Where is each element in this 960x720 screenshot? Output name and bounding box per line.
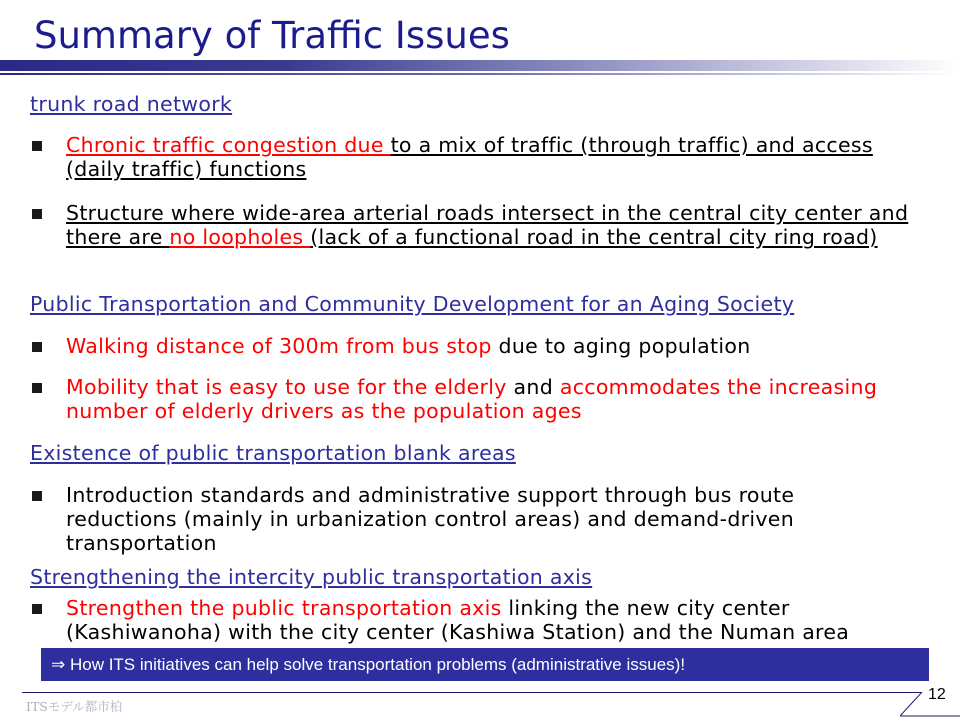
bullet-segment: to a mix of traffic (through traffic) and access (daily traffic) functions [66,133,873,181]
page-number: 12 [928,686,946,703]
bullet-segment: (lack of a functional road in the central city ring road) [310,225,878,249]
title-rule-thin [0,73,960,75]
bullet-item [30,133,938,181]
bullet-emphasis: Walking distance of 300m from bus stop [66,334,492,358]
section-heading-blank-areas: Existence of public transportation blank areas [30,441,516,465]
bullet-text [66,483,866,555]
bullet-item [30,201,938,249]
bullet-emphasis: Mobility that is easy to use for the elderly [66,375,507,399]
bullet-text [66,596,938,644]
bullet-item [30,375,938,423]
bullet-emphasis: accommodates the increasing number of elderly drivers as the population ages [66,375,878,423]
title-rule [0,60,960,71]
bullet-segment: Structure where wide-area arterial roads intersect in the central city center and there are [66,201,909,249]
bullet-text [66,201,938,249]
bullet-item [30,596,938,644]
bullet-segment: due to aging population [491,334,751,358]
bullet-segment: and [506,375,560,399]
bullet-segment: Introduction standards and administrative support through bus route reductions (mainly in urbanization control areas) and demand-driven transportation [66,483,795,555]
page-title: Summary of Traffic Issues [34,14,510,57]
bullet-item [30,483,938,555]
section-heading-trunk-road: trunk road network [30,92,233,116]
bullet-square-icon [32,491,42,501]
bullet-segment: linking the new city center (Kashiwanoha) with the city center (Kashiwa Station) and the Numan area [66,596,850,644]
bullet-text [66,375,938,423]
section-heading-intercity-axis: Strengthening the intercity public transportation axis [30,565,593,589]
bullet-emphasis: no loopholes [169,225,311,249]
bullet-text [66,334,938,358]
bullet-square-icon [32,209,42,219]
bullet-square-icon [32,141,42,151]
bullet-square-icon [32,604,42,614]
bullet-square-icon [32,383,42,393]
bullet-square-icon [32,342,42,352]
bullet-emphasis: Chronic traffic congestion due [66,133,391,157]
bullet-emphasis: Strengthen the public transportation axis [66,596,502,620]
section-heading-aging-society: Public Transportation and Community Development for an Aging Society [30,292,795,316]
footer-divider [22,692,922,693]
footer-label: ITSモデル都市柏 [26,699,123,714]
bullet-text [66,133,938,181]
callout-banner: ⇒ How ITS initiatives can help solve transportation problems (administrative issues)! [41,648,929,681]
bullet-item [30,334,938,358]
